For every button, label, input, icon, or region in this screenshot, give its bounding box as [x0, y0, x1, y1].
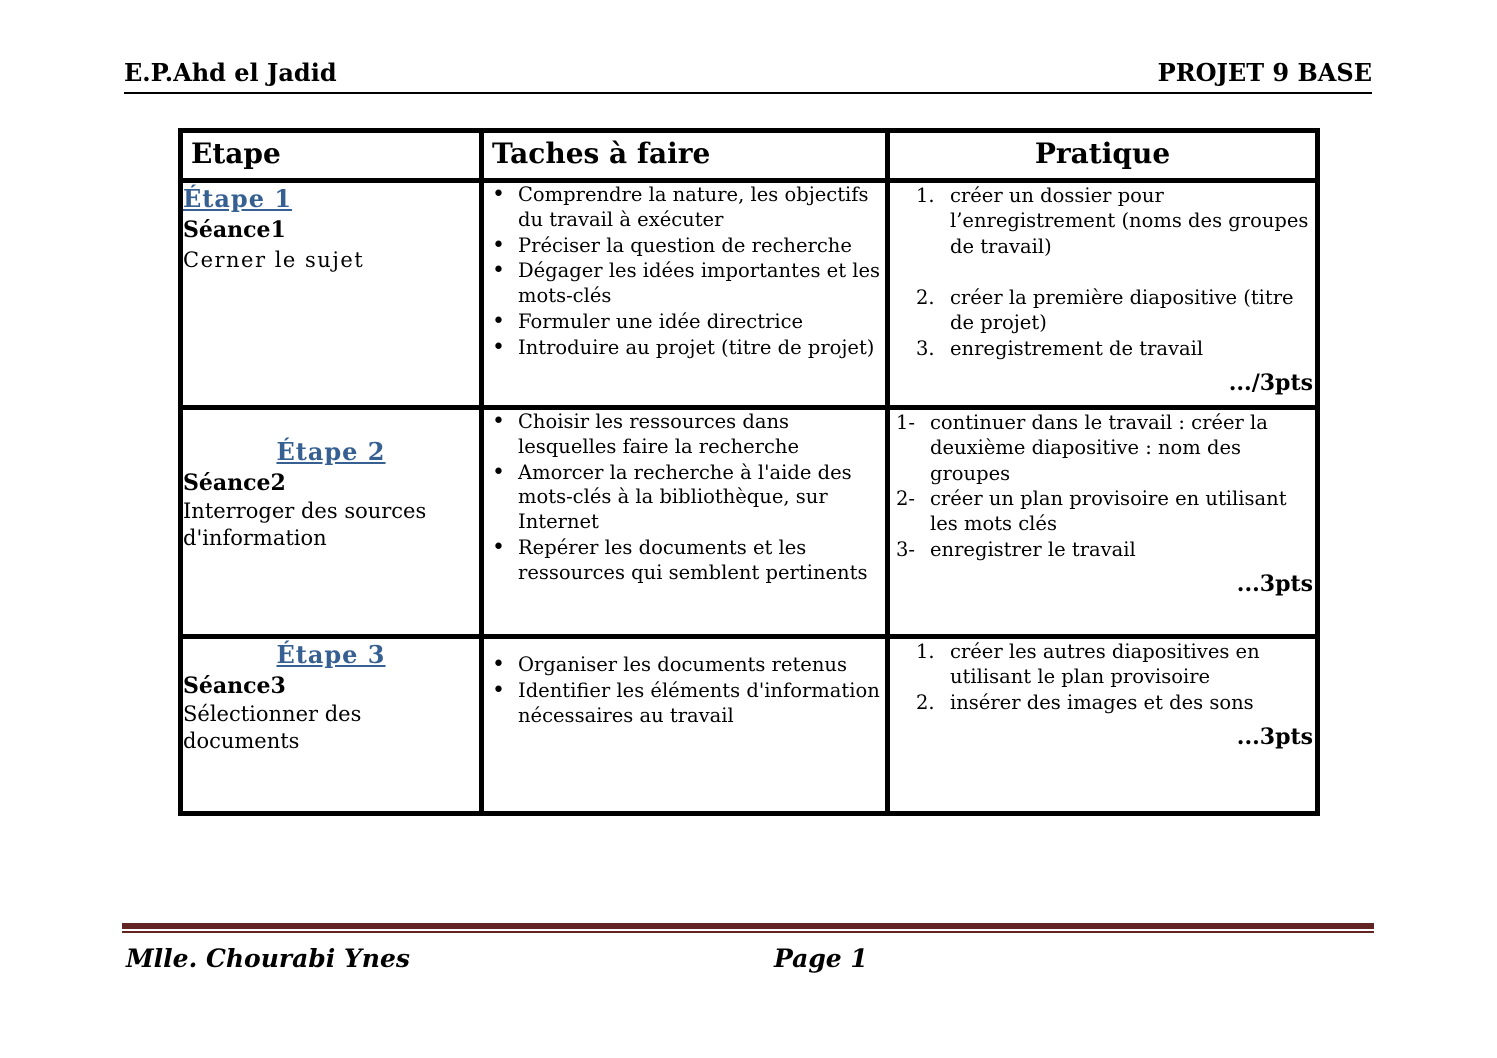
tasks-3-cell — [482, 637, 888, 814]
pratique-item-number: 2- — [896, 487, 915, 511]
page-footer — [126, 944, 1374, 984]
etape-1-description: Cerner le sujet — [183, 247, 365, 272]
etape-3-link[interactable]: Étape 3 — [276, 640, 386, 669]
pratique-item-text: continuer dans le travail : créer la deuxième diapositive : nom des groupes — [930, 411, 1268, 485]
task-item: • Repérer les documents et les ressources qui semblent pertinents — [484, 536, 885, 586]
etape-1-link[interactable]: Étape 1 — [183, 184, 293, 213]
etape-3-description: Sélectionner des documents — [183, 701, 362, 754]
pratique-3-cell — [888, 637, 1318, 814]
pratique-item — [896, 486, 1315, 537]
footer-divider-thin-line — [122, 931, 1374, 933]
pratique-list-3 — [890, 639, 1315, 715]
etape-2-link[interactable]: Étape 2 — [276, 437, 386, 466]
pratique-item-number: 1. — [916, 640, 935, 663]
table-header-row — [181, 131, 1318, 181]
pratique-item — [916, 183, 1315, 259]
etape-2-cell — [181, 408, 482, 637]
etapes-table — [178, 128, 1320, 816]
page-header — [124, 58, 1372, 94]
task-item: • Formuler une idée directrice — [484, 310, 885, 335]
pratique-item — [916, 285, 1315, 336]
pratique-2-cell — [888, 408, 1318, 637]
pratique-item-text: enregistrer le travail — [930, 537, 1136, 561]
pratique-item-text: créer un plan provisoire en utilisant les mots clés — [930, 487, 1287, 536]
pratique-item — [896, 537, 1315, 562]
points-label-2: ...3pts — [1236, 571, 1313, 598]
task-item: • Amorcer la recherche à l'aide des mots-clés à la bibliothèque, sur Internet — [484, 461, 885, 535]
etape-3-heading — [183, 639, 479, 670]
task-item: • Choisir les ressources dans lesquelles faire la recherche — [484, 410, 885, 460]
seance-1-label: Séance1 — [183, 217, 286, 244]
author-name: Mlle. Chourabi Ynes — [126, 944, 410, 973]
col-header-pratique: Pratique — [888, 131, 1318, 181]
pratique-item-text: créer la première diapositive (titre de projet) — [950, 286, 1294, 335]
pratique-item — [896, 410, 1315, 486]
task-list-1 — [484, 183, 885, 360]
pratique-item-text: enregistrement de travail — [950, 336, 1204, 360]
tasks-1-cell — [482, 181, 888, 408]
pratique-list-1 — [890, 183, 1315, 361]
project-title: PROJET 9 BASE — [1157, 58, 1372, 87]
task-item: • Organiser les documents retenus — [484, 653, 885, 678]
etape-3-cell — [181, 637, 482, 814]
pratique-item — [916, 690, 1315, 715]
col-header-etape: Etape — [181, 131, 482, 181]
task-item: • Préciser la question de recherche — [484, 234, 885, 259]
pratique-item-text: insérer des images et des sons — [950, 690, 1254, 714]
col-header-taches: Taches à faire — [482, 131, 888, 181]
task-list-2 — [484, 410, 885, 585]
pratique-1-cell — [888, 181, 1318, 408]
pratique-item-number: 3. — [916, 336, 935, 360]
pratique-item-number: 1. — [916, 184, 935, 207]
seance-2-label: Séance2 — [183, 470, 286, 497]
etape-2-description: Interroger des sources d'information — [183, 498, 427, 551]
footer-divider — [122, 923, 1374, 933]
table-row-etape-1 — [181, 181, 1318, 408]
points-label-3: ...3pts — [1236, 724, 1313, 751]
etape-2-heading — [183, 410, 479, 467]
table-row-etape-3 — [181, 637, 1318, 814]
pratique-item-text: créer les autres diapositives en utilisant le plan provisoire — [950, 640, 1260, 689]
task-item: • Identifier les éléments d'information nécessaires au travail — [484, 679, 885, 729]
task-list-3 — [484, 653, 885, 728]
etape-1-heading — [183, 183, 479, 214]
pratique-item-number: 1- — [896, 411, 915, 434]
pratique-item-number: 2. — [916, 286, 935, 310]
table-row-etape-2 — [181, 408, 1318, 637]
task-item: • Comprendre la nature, les objectifs du travail à exécuter — [484, 183, 885, 233]
seance-3-label: Séance3 — [183, 673, 286, 700]
school-name: E.P.Ahd el Jadid — [124, 58, 337, 87]
task-item: • Dégager les idées importantes et les mots-clés — [484, 259, 885, 309]
pratique-item-text: créer un dossier pour l’enregistrement (noms des groupes de travail) — [950, 184, 1309, 258]
task-item: • Introduire au projet (titre de projet) — [484, 336, 885, 361]
etape-1-cell — [181, 181, 482, 408]
tasks-2-cell — [482, 408, 888, 637]
pratique-item-number: 3- — [896, 537, 915, 561]
pratique-list-2 — [890, 410, 1315, 562]
pratique-item-number: 2. — [916, 690, 935, 714]
pratique-item — [916, 639, 1315, 690]
pratique-item — [916, 336, 1315, 361]
page-number: Page 1 — [774, 944, 868, 973]
points-label-1: .../3pts — [1228, 370, 1313, 397]
